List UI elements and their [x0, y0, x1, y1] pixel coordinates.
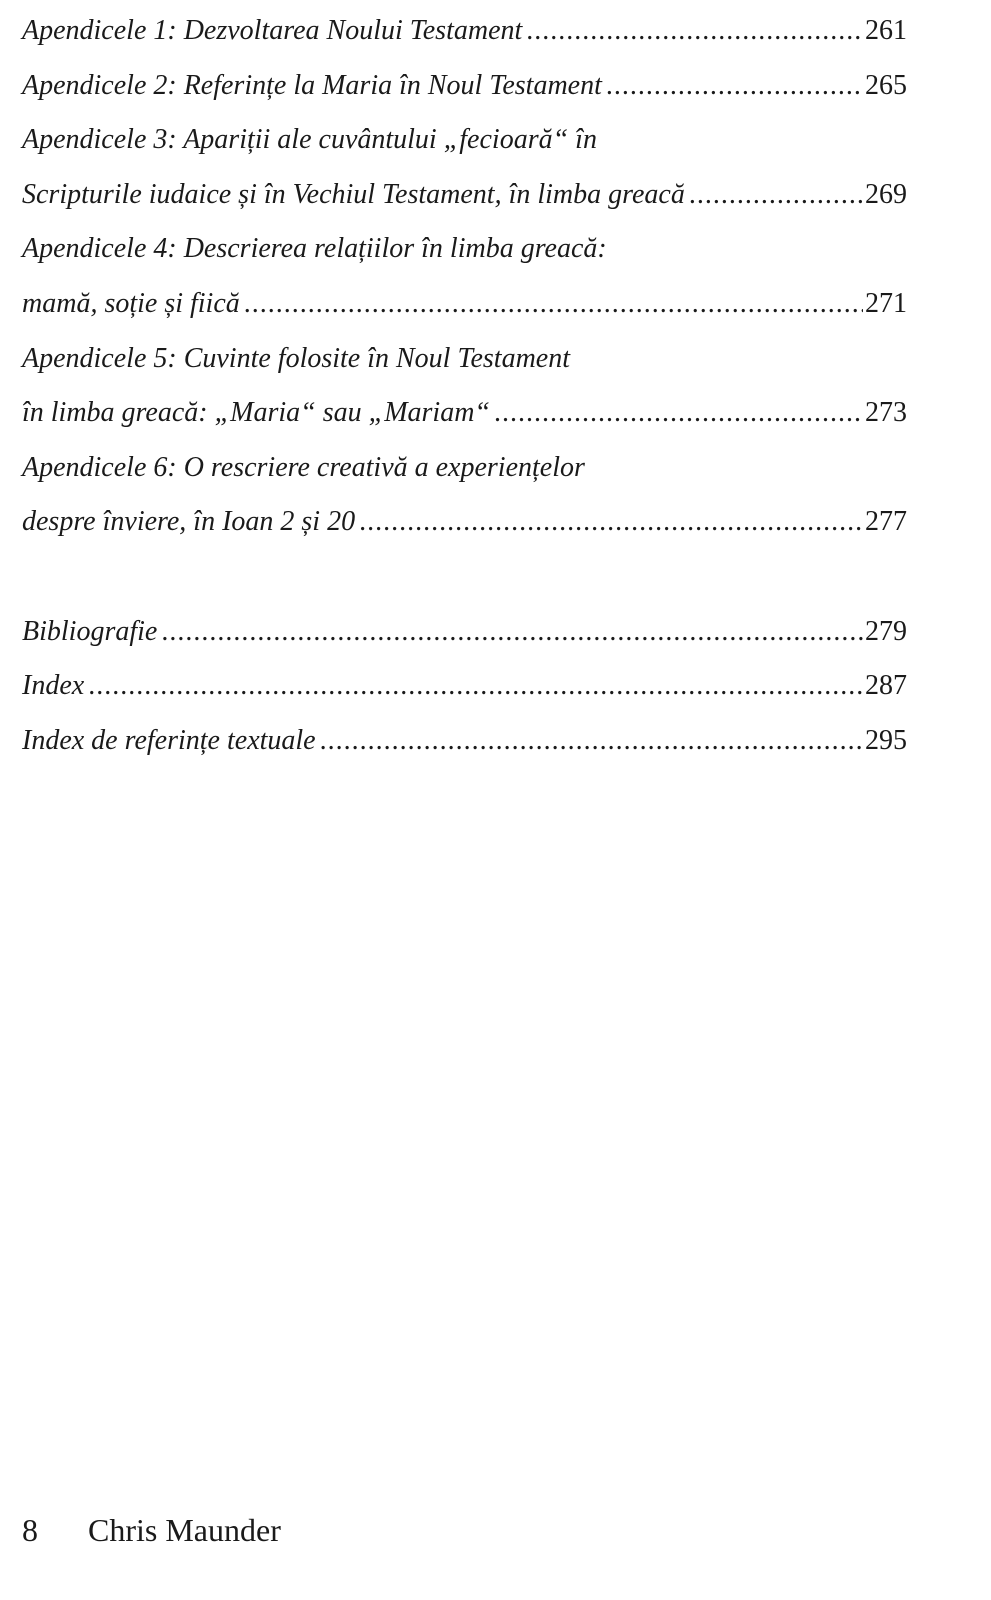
- toc-entry-page: 295: [865, 724, 907, 756]
- dot-leader: [494, 386, 863, 441]
- toc-entry-title: Apendicele 3: Apariții ale cuvântului „fecioară“ în: [22, 124, 597, 156]
- toc-entry-page: 261: [865, 15, 907, 46]
- dot-leader: [526, 4, 863, 59]
- toc-entry-title: Index de referințe textuale: [22, 724, 316, 756]
- toc-entry-page: 265: [865, 69, 907, 101]
- toc-entry-text-references-index[interactable]: [22, 714, 907, 769]
- toc-entry-appendix-3-line-2[interactable]: [22, 168, 907, 223]
- toc-entry-title: Apendicele 2: Referințe la Maria în Noul Testament: [22, 69, 602, 101]
- toc-entry-title: în limba greacă: „Maria“ sau „Mariam“: [22, 397, 491, 429]
- toc-entry-title: Apendicele 5: Cuvinte folosite în Noul Testament: [22, 342, 570, 374]
- toc-entry-appendix-2[interactable]: [22, 59, 907, 114]
- toc-entry-title: Apendicele 4: Descrierea relațiilor în limba greacă:: [22, 233, 607, 265]
- toc-entry-appendix-4-line-1[interactable]: [22, 222, 907, 277]
- page-footer: [22, 1512, 281, 1549]
- toc-entry-title: despre înviere, în Ioan 2 și 20: [22, 506, 356, 538]
- table-of-contents: [22, 4, 907, 768]
- toc-entry-page: 271: [865, 287, 907, 319]
- toc-entry-appendix-5-line-1[interactable]: [22, 332, 907, 387]
- toc-entry-appendix-5-line-2[interactable]: [22, 386, 907, 441]
- toc-entry-appendix-6-line-1[interactable]: [22, 441, 907, 496]
- toc-entry-title: Apendicele 6: O rescriere creativă a experiențelor: [22, 451, 585, 483]
- dot-leader: [689, 168, 863, 223]
- dot-leader: [161, 605, 863, 660]
- dot-leader: [320, 714, 863, 769]
- toc-entry-page: 277: [865, 506, 907, 538]
- toc-entry-title: Index: [22, 670, 85, 702]
- page-number: 8: [22, 1512, 38, 1548]
- toc-entry-page: 287: [865, 670, 907, 702]
- toc-entry-page: 273: [865, 397, 907, 429]
- toc-entry-appendix-6-line-2[interactable]: [22, 495, 907, 550]
- toc-entry-title: Bibliografie: [22, 615, 158, 647]
- toc-entry-appendix-4-line-2[interactable]: [22, 277, 907, 332]
- toc-entry-appendix-1[interactable]: [22, 4, 907, 59]
- toc-entry-index[interactable]: [22, 659, 907, 714]
- running-author: Chris Maunder: [88, 1512, 281, 1548]
- toc-entry-page: 279: [865, 615, 907, 647]
- toc-entry-title: Scripturile iudaice și în Vechiul Testament, în limba greacă: [22, 178, 685, 210]
- toc-entry-bibliography[interactable]: [22, 605, 907, 660]
- dot-leader: [359, 495, 863, 550]
- dot-leader: [244, 277, 863, 332]
- toc-entry-page: 269: [865, 178, 907, 210]
- dot-leader: [606, 59, 863, 114]
- toc-entry-title: Apendicele 1: Dezvoltarea Noului Testament: [22, 15, 523, 46]
- toc-entry-appendix-3-line-1[interactable]: [22, 113, 907, 168]
- toc-entry-title: mamă, soție și fiică: [22, 287, 240, 319]
- section-spacer: [22, 550, 907, 605]
- dot-leader: [88, 659, 863, 714]
